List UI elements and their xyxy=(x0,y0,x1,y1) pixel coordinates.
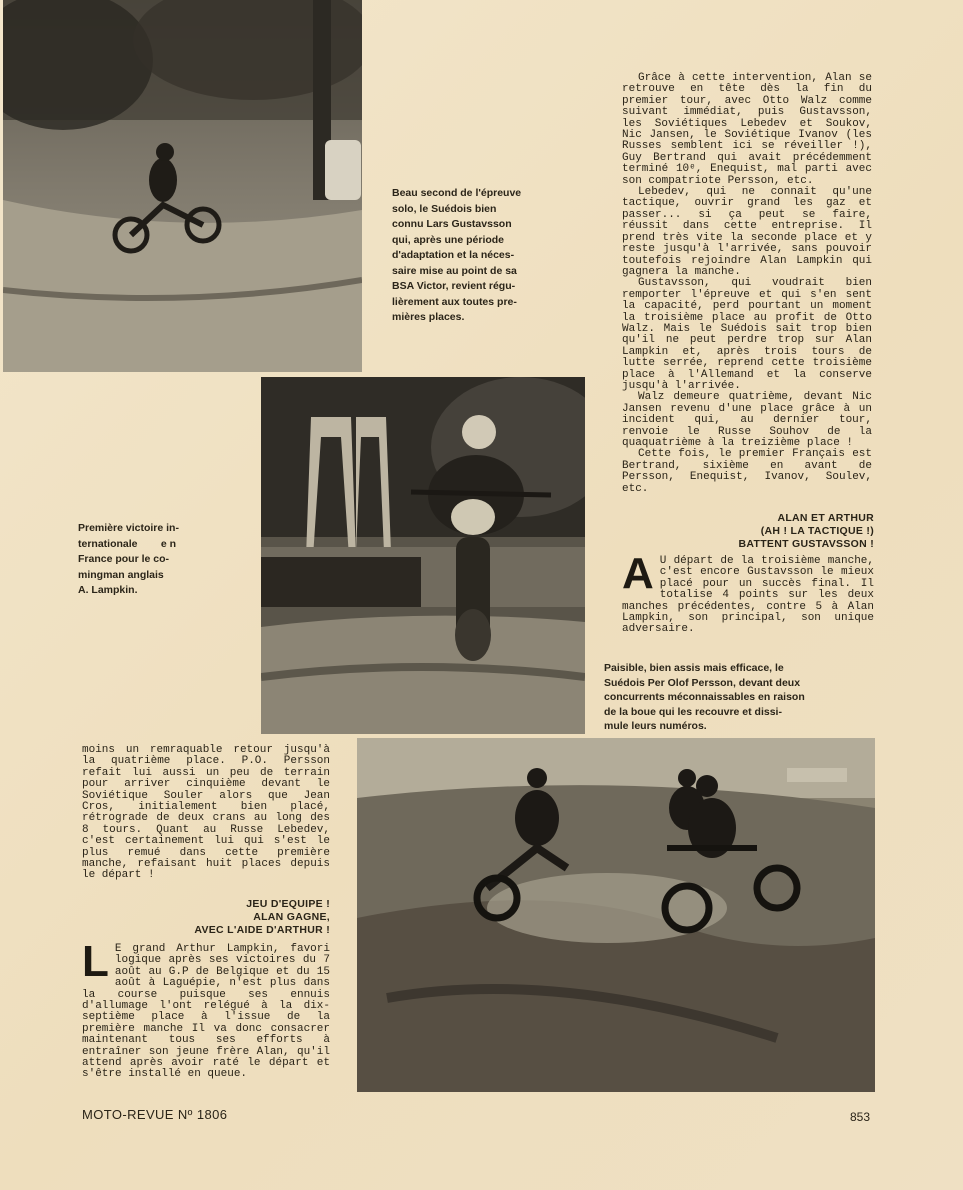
heading-line: ALAN GAGNE, xyxy=(253,911,330,923)
right-section-text xyxy=(622,549,874,636)
caption-line: concurrents méconnaissables en raison xyxy=(604,691,805,703)
photo-rider-front xyxy=(261,377,585,734)
heading-line: BATTENT GUSTAVSSON ! xyxy=(738,538,874,550)
heading-line: (AH ! LA TACTIQUE !) xyxy=(760,525,874,537)
magazine-issue: MOTO-REVUE Nº 1806 xyxy=(82,1107,228,1122)
caption-line: mingman anglais xyxy=(78,568,164,581)
caption-line: d'adaptation et la néces- xyxy=(392,249,515,261)
caption-line: qui, après une période xyxy=(392,233,505,246)
paragraph: moins un remraquable retour jusqu'à la quatrième place. P.O. Persson refait lui aussi un peu de terrain pour arriver cinquième devant le Soviétique Souler alors que Jean Cros, initialement bien placé, rétrograde de deux crans au long des 8 tours. Quant au Russe Lebedev, c'est certainement lui qui s'est le plus remué dans cette première manche, refaisant huit places depuis le départ ! xyxy=(82,744,330,882)
caption-line: BSA Victor, revient régu- xyxy=(392,280,516,292)
caption-line: ternationale e n xyxy=(78,537,177,550)
left-section-text xyxy=(82,937,330,1081)
heading-line: ALAN ET ARTHUR xyxy=(777,512,874,524)
caption-line: France pour le co- xyxy=(78,553,170,565)
caption-line: Première victoire in- xyxy=(78,522,179,534)
caption-line: solo, le Suédois bien xyxy=(392,202,497,215)
dropcap: A xyxy=(622,549,654,598)
photo-muddy-riders xyxy=(357,738,875,1092)
caption-line: A. Lampkin. xyxy=(78,584,138,596)
caption-photo2 xyxy=(78,521,228,599)
caption-line: mières places. xyxy=(392,311,465,323)
caption-photo1 xyxy=(392,186,562,326)
caption-line: Paisible, bien assis mais efficace, le xyxy=(604,662,784,674)
caption-line: connu Lars Gustavsson xyxy=(392,218,512,230)
section-heading-right xyxy=(640,512,874,551)
paragraph: E grand Arthur Lampkin, favori logique après ses victoires du 7 août au G.P de Belgique et du 15 août à Laguépie, n'est plus dans la course puisque ses ennuis d'allumage l'ont relégué à la dix-septième place à l'issue de la première manche Il va donc consacrer maintenant tous ses efforts à entraîner son jeune frère Alan, qu'il attend après avoir raté le départ et s'être installé en queue. xyxy=(82,943,330,1081)
paragraph: Gustavsson, qui voudrait bien remporter l'épreuve et qui s'en sent la capacité, perd pourtant un moment la troisième place au profit de Otto Walz. Mais le Suédois sait trop bien qu'il ne peut perdre trop sur Alan Lampkin et, après trois tours de lutte serrée, reprend cette troisième place à l'Allemand et la conserve jusqu'à l'arrivée. xyxy=(622,277,872,392)
paragraph: Walz demeure quatrième, devant Nic Jansen revenu d'une place grâce à un incident qui, au dernier tour, renvoie le Russe Souhov de la quaquatrième à la treizième place ! xyxy=(622,391,872,449)
caption-line: de la boue qui les recouvre et dissi- xyxy=(604,705,782,718)
paragraph: U départ de la troisième manche, c'est encore Gustavsson le mieux placé pour un succès final. Il totalise 4 points sur les deux manches précédentes, contre 5 à Alan Lampkin, son principal, son unique adversaire. xyxy=(622,555,874,636)
heading-line: JEU D'EQUIPE ! xyxy=(246,898,330,910)
caption-line: lièrement aux toutes pre- xyxy=(392,295,517,308)
paragraph: Cette fois, le premier Français est Bertrand, sixième en avant de Persson, Enequist, Ivanov, Soulev, etc. xyxy=(622,448,872,495)
heading-line: AVEC L'AIDE D'ARTHUR ! xyxy=(194,924,330,936)
photo-rider-woods xyxy=(3,0,362,372)
caption-line: saire mise au point de sa xyxy=(392,264,517,277)
caption-line: Suédois Per Olof Persson, devant deux xyxy=(604,676,801,689)
caption-line: mule leurs numéros. xyxy=(604,720,707,732)
section-heading-left xyxy=(100,898,330,937)
caption-photo3 xyxy=(604,661,874,734)
dropcap: L xyxy=(82,937,109,986)
caption-line: Beau second de l'épreuve xyxy=(392,187,522,199)
paragraph: Grâce à cette intervention, Alan se retrouve en tête dès la fin du premier tour, avec Otto Walz comme suivant immédiat, puis Gustavsson, les Soviétiques Lebedev et Soukov, Nic Jansen, le Soviétique Ivanov (les Russes semblent ici se réveiller !), Guy Bertrand qui avait précédemment terminé 10ᵉ, Enequist, mal parti avec son compatriote Persson, etc. xyxy=(622,72,872,187)
left-column-text xyxy=(82,745,330,882)
page-number: 853 xyxy=(850,1110,871,1124)
paragraph: Lebedev, qui ne connait qu'une tactique, ouvrir grand les gaz et passer... si ça peut se faire, réussit dans cette entreprise. Il prend très vite la seconde place et y reste jusqu'à l'arrivée, sans pouvoir toutefois rejoindre Alan Lampkin qui gagnera la manche. xyxy=(622,186,872,278)
right-column-text xyxy=(622,73,872,495)
